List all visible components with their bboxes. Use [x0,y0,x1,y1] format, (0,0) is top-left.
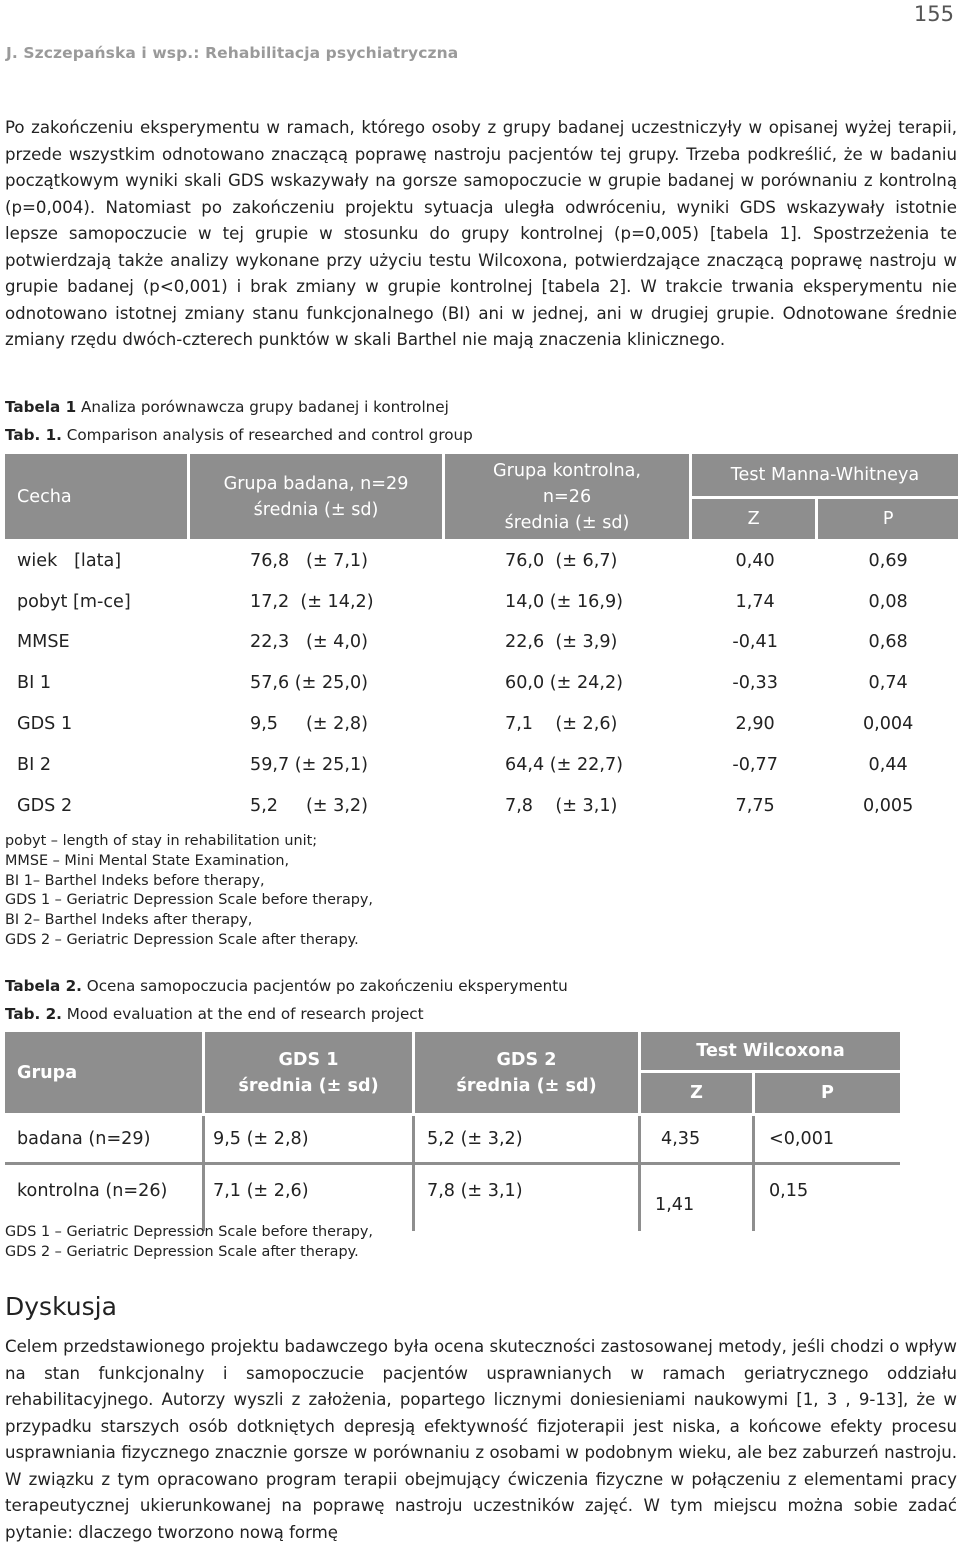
table1-caption-pl [5,398,449,416]
table1-cell-z: 7,75 [692,787,818,828]
table1-cell-badana: 76,8 (± 7,1) [190,542,445,583]
table1-caption-pl-text: Analiza porównawcza grupy badanej i kontrolnej [76,398,449,416]
table1-header-kontrolna-line2: n=26 [542,486,592,507]
table1-legend [5,832,373,951]
table1-cell-kontrolna: 60,0 (± 24,2) [445,664,692,705]
table1 [5,454,958,828]
table2-cell-gds1: 9,5 (± 2,8) [205,1116,415,1165]
running-head: J. Szczepańska i wsp.: Rehabilitacja psychiatryczna [6,44,459,62]
table1-caption-en-text: Comparison analysis of researched and control group [61,426,473,444]
table1-cell-badana: 59,7 (± 25,1) [190,746,445,787]
table2-header-gds2 [415,1032,641,1116]
table1-cell-kontrolna: 7,1 (± 2,6) [445,705,692,746]
table2-header-gds1 [205,1032,415,1116]
table1-legend-line: BI 1– Barthel Indeks before therapy, [5,872,265,889]
table2-cell-gds2: 7,8 (± 3,1) [415,1165,641,1231]
table1-cell-cecha: BI 2 [5,746,190,787]
table1-legend-line: BI 2– Barthel Indeks after therapy, [5,912,253,929]
table1-cell-cecha: BI 1 [5,664,190,705]
table1-header-cecha: Cecha [5,454,190,542]
table1-cell-p: 0,08 [818,583,958,624]
table-row [5,1165,900,1231]
table1-cell-cecha: pobyt [m-ce] [5,583,190,624]
table1-caption-en-label: Tab. 1. [5,426,62,444]
table1-cell-badana: 22,3 (± 4,0) [190,624,445,665]
section-heading: Dyskusja [5,1292,117,1321]
table1-cell-cecha: GDS 2 [5,787,190,828]
table2-header-gds2-line1: GDS 2 [496,1049,557,1070]
table2-header-test: Test Wilcoxona [641,1032,900,1073]
table-row [5,664,958,705]
table1-header-kontrolna-line1: Grupa kontrolna, [493,460,641,481]
table1-cell-cecha: GDS 1 [5,705,190,746]
table2-legend-line: GDS 1 – Geriatric Depression Scale before therapy, [5,1224,373,1240]
table2-cell-z: 1,41 [641,1165,755,1231]
table2-header-z: Z [641,1073,755,1116]
table2-caption-pl [5,977,568,995]
table1-cell-cecha: wiek [lata] [5,542,190,583]
table1-cell-p: 0,74 [818,664,958,705]
table1-cell-z: -0,41 [692,624,818,665]
table2-caption-pl-label: Tabela 2. [5,977,82,995]
table1-cell-z: 2,90 [692,705,818,746]
table-row [5,624,958,665]
table1-header-kontrolna [445,454,692,542]
table1-header-badana-line1: Grupa badana, n=29 [223,473,409,494]
results-paragraph: Po zakończeniu eksperymentu w ramach, którego osoby z grupy badanej uczestniczyły w opisanej wyżej terapii, przede wszystkim odnotowano znaczącą poprawę nastroju pacjentów tej grupy. Trzeba podkreślić, że w badaniu początkowym wyniki skali GDS wskazywały na gorsze samopoczucie w grupie badanej w porównaniu z kontrolną (p=0,004). Natomiast po zakończeniu projektu sytuacja uległa odwróceniu, wyniki GDS wskazywały istotnie lepsze samopoczucie w tej grupie w stosunku do grupy kontrolnej (p=0,005) [tabela 1]. Spostrzeżenia te potwierdzają także analizy wykonane przy użyciu testu Wilcoxona, potwierdzające znaczącą poprawę nastroju w grupie badanej (p<0,001) i brak zmiany w grupie kontrolnej [tabela 2]. W trakcie trwania eksperymentu nie odnotowano istotnej zmiany stanu funkcjonalnego (BI) ani w jednej, ani w drugiej grupie. Odnotowane średnie zmiany rzędu dwóch-czterech punktów w skali Barthel nie mają znaczenia klinicznego. [5,118,957,349]
table1-header-kontrolna-line3: średnia (± sd) [504,512,630,533]
table2-cell-grupa: badana (n=29) [5,1116,205,1165]
table1-cell-kontrolna: 14,0 (± 16,9) [445,583,692,624]
table2 [5,1032,900,1231]
table1-caption-pl-label: Tabela 1 [5,398,77,416]
table2-cell-gds2: 5,2 (± 3,2) [415,1116,641,1165]
table1-cell-p: 0,69 [818,542,958,583]
table1-header-z: Z [692,499,818,542]
table1-cell-p: 0,005 [818,787,958,828]
table1-cell-p: 0,44 [818,746,958,787]
table2-cell-p: <0,001 [755,1116,900,1165]
table1-cell-z: -0,77 [692,746,818,787]
table2-caption-pl-text: Ocena samopoczucia pacjentów po zakończeniu eksperymentu [81,977,568,995]
table1-cell-p: 0,68 [818,624,958,665]
table2-cell-z: 4,35 [641,1116,755,1165]
table2-header-gds1-line1: GDS 1 [278,1049,339,1070]
table1-cell-badana: 9,5 (± 2,8) [190,705,445,746]
table2-header-grupa: Grupa [5,1032,205,1116]
table-row [5,583,958,624]
table2-cell-grupa: kontrolna (n=26) [5,1165,205,1231]
table1-cell-kontrolna: 7,8 (± 3,1) [445,787,692,828]
table1-cell-z: -0,33 [692,664,818,705]
table2-header-p: P [755,1073,900,1116]
table1-cell-badana: 5,2 (± 3,2) [190,787,445,828]
table1-cell-badana: 17,2 (± 14,2) [190,583,445,624]
table2-caption-en [5,1005,424,1023]
table1-caption-en [5,426,473,444]
table1-cell-z: 1,74 [692,583,818,624]
table-row [5,705,958,746]
table1-legend-line: GDS 1 – Geriatric Depression Scale before therapy, [5,892,373,909]
table1-cell-p: 0,004 [818,705,958,746]
table2-cell-p: 0,15 [768,1181,809,1201]
table2-header-gds1-line2: średnia (± sd) [238,1075,379,1096]
table1-cell-cecha: MMSE [5,624,190,665]
table-row [5,1116,900,1165]
table2-header-gds2-line2: średnia (± sd) [456,1075,597,1096]
table1-header-p: P [818,499,958,542]
page-number: 155 [913,2,954,26]
table1-legend-line: pobyt – length of stay in rehabilitation unit; [5,833,318,849]
table-row [5,787,958,828]
table1-cell-z: 0,40 [692,542,818,583]
table1-cell-kontrolna: 76,0 (± 6,7) [445,542,692,583]
table2-caption-en-text: Mood evaluation at the end of research project [61,1005,424,1023]
discussion-paragraph: Celem przedstawionego projektu badawczego była ocena skuteczności zastosowanej metody, jeśli chodzi o wpływ na stan funkcjonalny i samopoczucie pacjentów usprawnianych w ramach geriatrycznego oddziału rehabilitacyjnego. Autorzy wyszli z założenia, popartego licznymi doniesieniami naukowymi [1, 3 , 9-13], że w przypadku starszych osób dotkniętych depresją efektywność fizjoterapii jest niska, a końcowe efekty procesu usprawniania fizycznego znacznie gorsze w porównaniu z osobami w podobnym wieku, ale bez zaburzeń nastroju. W związku z tym opracowano program terapii obejmujący ćwiczenia fizyczne w połączeniu z elementami pracy terapeutycznej ukierunkowanej na poprawę nastroju uczestników zajęć. W tym miejscu można sobie zadać pytanie: dlaczego tworzono nową formę [5,1337,957,1542]
table1-legend-line: GDS 2 – Geriatric Depression Scale after therapy. [5,931,359,948]
table1-body [5,542,958,828]
table1-cell-badana: 57,6 (± 25,0) [190,664,445,705]
table2-legend [5,1223,373,1263]
table1-cell-kontrolna: 64,4 (± 22,7) [445,746,692,787]
table-row [5,746,958,787]
table2-cell-gds1: 7,1 (± 2,6) [205,1165,415,1231]
table2-legend-line: GDS 2 – Geriatric Depression Scale after therapy. [5,1243,359,1260]
table1-header-badana [190,454,445,542]
table-row [5,542,958,583]
table1-header-badana-line2: średnia (± sd) [253,499,379,520]
table1-header-test: Test Manna-Whitneya [692,454,958,499]
table1-legend-line: MMSE – Mini Mental State Examination, [5,852,290,869]
table1-cell-kontrolna: 22,6 (± 3,9) [445,624,692,665]
table2-caption-en-label: Tab. 2. [5,1005,62,1023]
